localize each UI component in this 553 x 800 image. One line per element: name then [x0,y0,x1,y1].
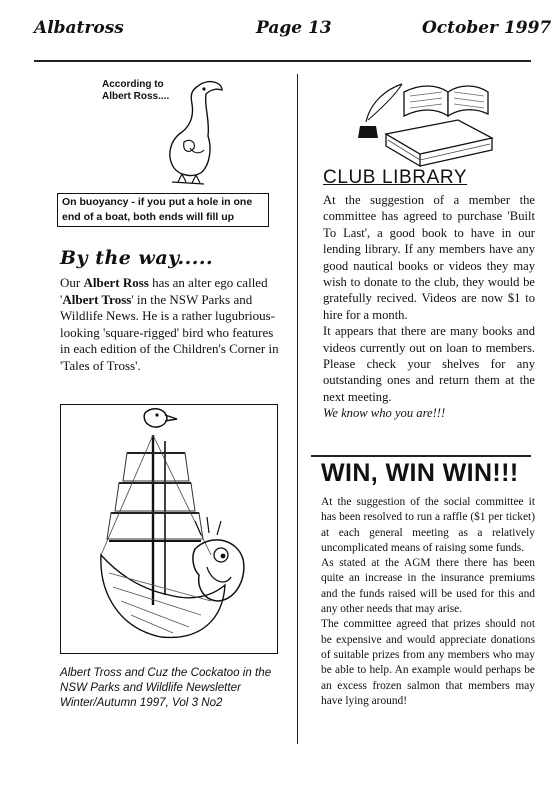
albert-ross-name: Albert Ross [83,275,149,290]
text-segment: Our [60,275,84,290]
newsletter-title: Albatross [34,18,124,38]
win-paragraph-1: At the suggestion of the social committee it has been resolved to run a raffle ($1 per ticket) at each general meeting as a relatively uncomplicated means of raising some funds. [321,496,535,554]
club-library-article [323,192,535,422]
by-the-way-heading: By the way..... [60,247,214,269]
win-article [321,495,535,709]
club-library-paragraph-2: It appears that there are many books and videos currently out on loan to members. Please check your shelves for any outstanding ones and return them at the next meeting. [323,324,535,404]
text-segment: has an alter ego called ' [60,275,268,307]
illustration-caption-text: Albert Tross and Cuz the Cockatoo in the NSW Parks and Wildlife Newsletter Winter/Autumn 1997, Vol 3 No2 [60,666,272,709]
albert-ross-bird-illustration [160,76,228,188]
club-library-heading: CLUB LIBRARY [323,167,468,188]
according-caption-line1: According to [102,79,164,90]
books-quill-illustration [340,80,500,168]
win-paragraph-2: As stated at the AGM there there has been quite an increase in the insurance premiums and the funds raised will be used for this and any other needs that may arise. [321,557,535,616]
win-section-rule [311,455,531,457]
by-the-way-paragraph [60,275,282,375]
issue-date: October 1997 [422,18,552,38]
win-heading: WIN, WIN WIN!!! [321,459,519,487]
text-segment: ' in the NSW Parks and Wildlife News. He is a rather lugubrious-looking 'square-rigged' bird who features in each edition of the Children's Corner in 'Tales of Tross'. [60,291,279,373]
illustration-caption [60,665,288,710]
win-paragraph-3: The committee agreed that prizes should not be expensive and would appreciate donations of suitable prizes from any members who may be able to help. An example would perhaps be an excess frozen salmon that members may have lying around! [321,618,535,707]
page-number: Page 13 [256,18,332,38]
club-library-sign-off: We know who you are!!! [323,406,446,421]
albert-tross-name: Albert Tross [62,291,132,307]
by-the-way-article [60,275,282,375]
column-divider [297,74,298,744]
albert-tross-and-cuz-illustration [61,405,277,653]
albert-tross-illustration-frame [60,404,278,654]
club-library-paragraph-1: At the suggestion of a member the committee has agreed to purchase 'Built To Last', a good book to have in our lending library. If any members have any good nautical books or videos they may wish to donate to the club, they would be gratefully recived. Videos are now $1 to hire for a month. [323,193,535,322]
header-rule [34,60,531,62]
buoyancy-quote-box: On buoyancy - if you put a hole in one end of a boat, both ends will fill up [57,193,269,227]
according-caption-line2: Albert Ross.... [102,91,170,102]
